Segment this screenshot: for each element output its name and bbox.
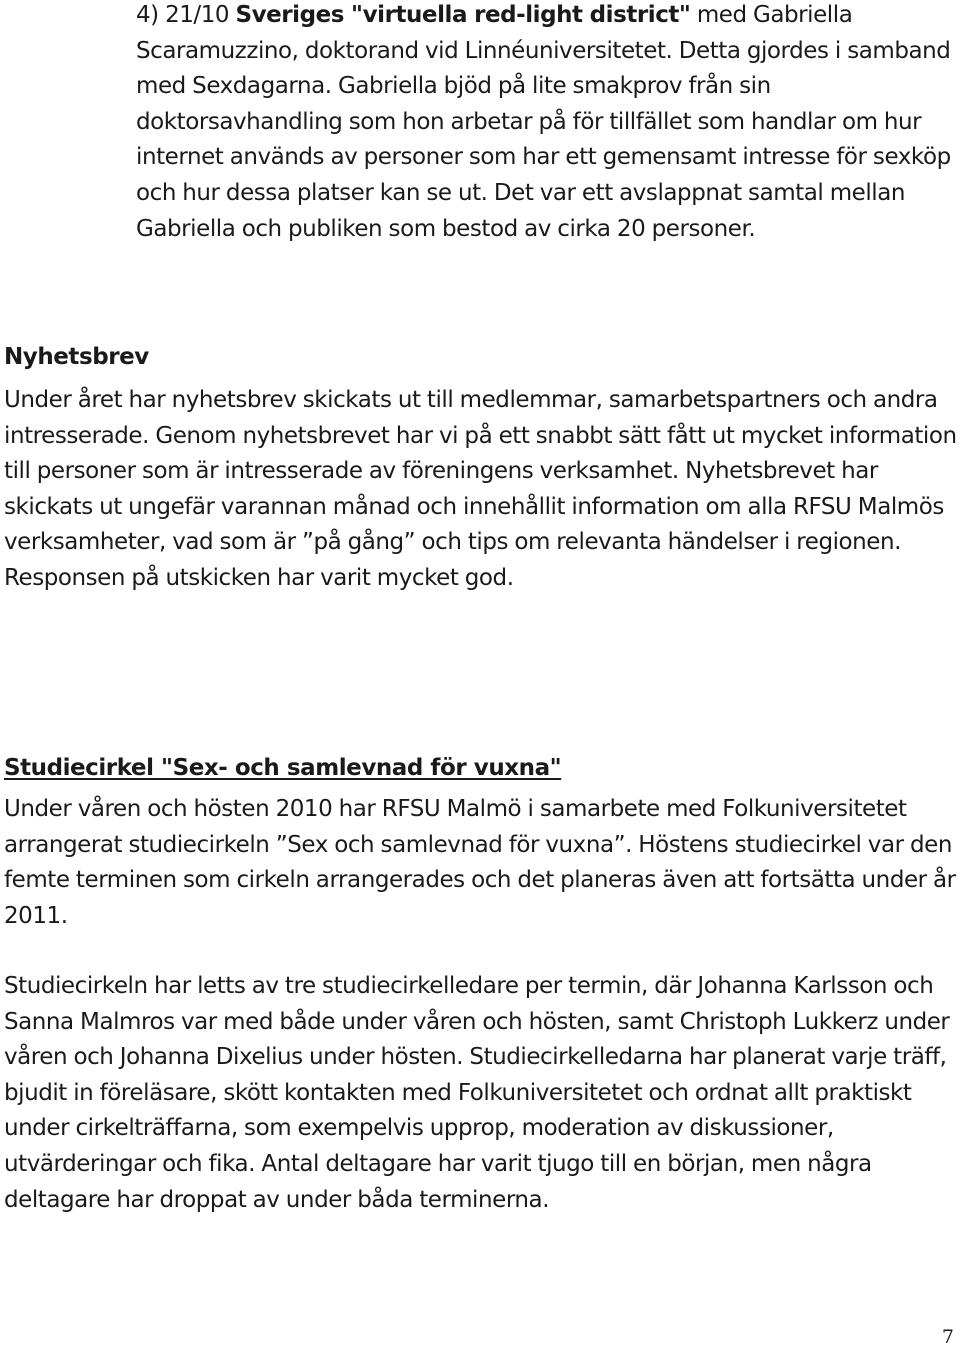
event-body: med Gabriella Scaramuzzino, doktorand vid Linnéuniversitetet. Detta gjordes i samband med Sexdagarna. Gabriella bjöd på lite smakprov från sin doktorsavhandling som hon arbetar på för tillfället som handlar om hur internet används av personer som har ett gemensamt intresse för sexköp och hur dessa platser kan se ut. Det var ett avslappnat samtal mellan Gabriella och publiken som bestod av cirka 20 personer. — [136, 2, 951, 242]
event-prefix: 4) 21/10 — [136, 2, 236, 28]
event-title: Sveriges "virtuella red-light district" — [235, 2, 691, 28]
study-circle-paragraph-1: Under våren och hösten 2010 har RFSU Malmö i samarbete med Folkuniversitetet arrangerat studiecirkeln ”Sex och samlevnad för vuxna”. Höstens studiecirkel var den femte terminen som cirkeln arrangerades och det planeras även att fortsätta under år 2011. — [4, 796, 956, 929]
study-circle-paragraph-2: Studiecirkeln har letts av tre studiecirkelledare per termin, där Johanna Karlsson och Sanna Malmros var med både under våren och hösten, samt Christoph Lukkerz under våren och Johanna Dixelius under hösten. Studiecirkelledarna har planerat varje träff, bjudit in föreläsare, skött kontakten med Folkuniversitetet och ordnat allt praktiskt under cirkelträffarna, som exempelvis upprop, moderation av diskussioner, utvärderingar och fika. Antal deltagare har varit tjugo till en början, men några deltagare har droppat av under båda terminerna. — [4, 973, 950, 1213]
event-paragraph — [136, 0, 960, 247]
study-circle-heading: Studiecirkel "Sex- och samlevnad för vuxna" — [4, 755, 562, 781]
newsletter-paragraph: Under året har nyhetsbrev skickats ut till medlemmar, samarbetspartners och andra intresserade. Genom nyhetsbrevet har vi på ett snabbt sätt fått ut mycket information till personer som är intresserade av föreningens verksamhet. Nyhetsbrevet har skickats ut ungefär varannan månad och innehållit information om alla RFSU Malmös verksamheter, vad som är ”på gång” och tips om relevanta händelser i regionen. Responsen på utskicken har varit mycket god. — [4, 387, 957, 591]
newsletter-heading: Nyhetsbrev — [4, 344, 149, 370]
page-number: 7 — [941, 1326, 954, 1348]
